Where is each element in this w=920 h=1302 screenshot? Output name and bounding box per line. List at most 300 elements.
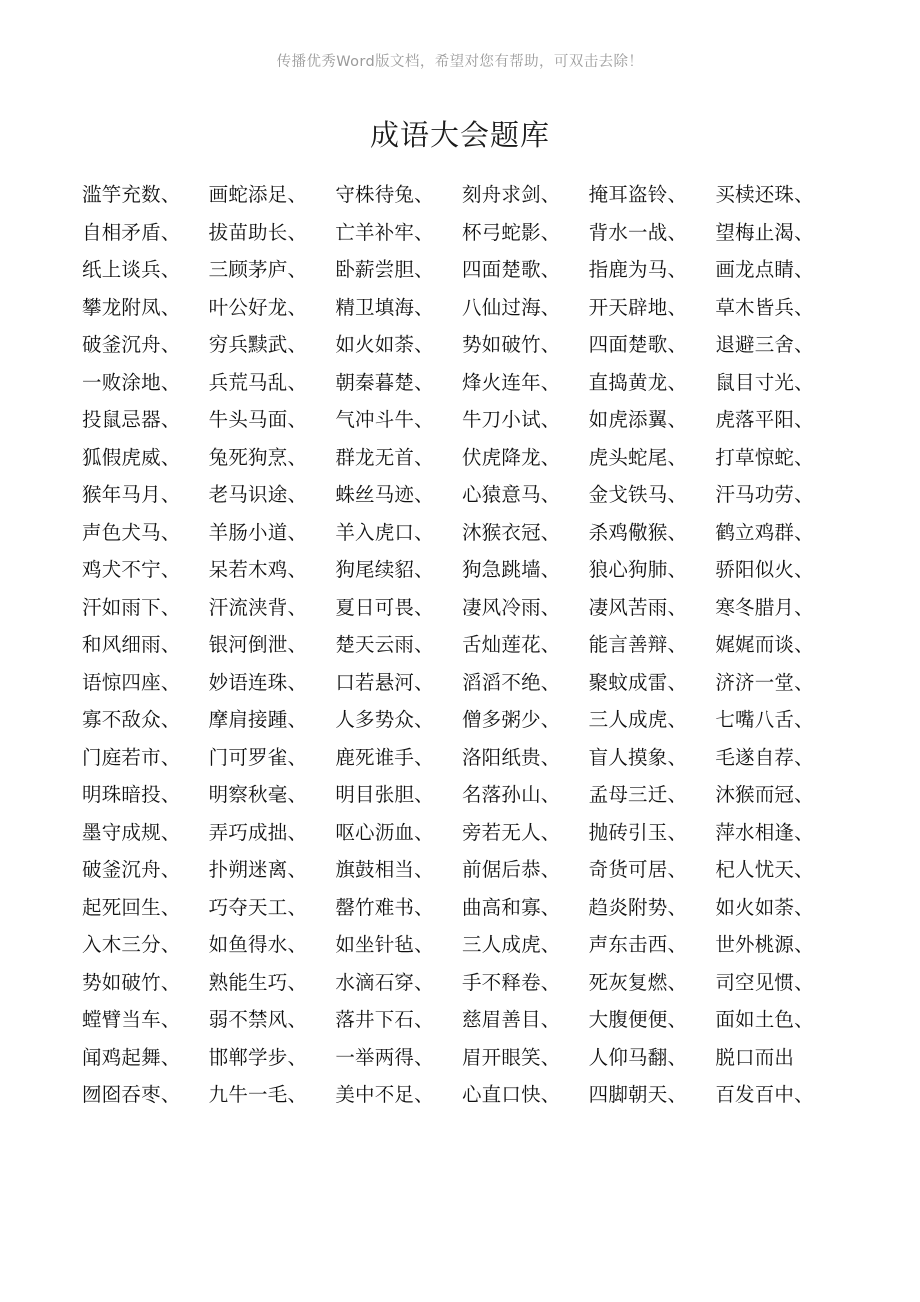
- idiom-separator: 、: [287, 258, 308, 281]
- idiom-separator: 、: [794, 933, 814, 956]
- idiom-item: [335, 851, 462, 889]
- idiom-separator: 、: [414, 933, 434, 956]
- idiom-item: [335, 1001, 462, 1039]
- idiom-text: 买椟还珠: [715, 183, 795, 206]
- idiom-text: 老马识途: [208, 483, 288, 506]
- idiom-text: 纸上谈兵: [82, 258, 161, 281]
- idiom-item: [209, 851, 336, 889]
- idiom-separator: 、: [414, 858, 434, 881]
- idiom-item: [82, 551, 209, 589]
- idiom-separator: 、: [414, 895, 434, 919]
- idiom-text: 画龙点睛: [715, 258, 795, 281]
- idiom-text: 破釜沉舟: [82, 858, 161, 881]
- idiom-text: 三人成虎: [588, 708, 668, 731]
- idiom-separator: 、: [667, 220, 688, 244]
- idiom-item: [82, 326, 209, 364]
- idiom-text: 和风细雨: [82, 633, 161, 656]
- idiom-text: 汗如雨下: [82, 595, 161, 619]
- idiom-item: [82, 176, 209, 214]
- idiom-text: 七嘴八舌: [715, 708, 795, 731]
- idiom-separator: 、: [667, 745, 688, 769]
- idiom-item: [715, 251, 842, 289]
- idiom-item: [335, 476, 462, 514]
- idiom-item: [589, 926, 716, 964]
- idiom-separator: 、: [414, 633, 434, 656]
- idiom-text: 盲人摸象: [588, 745, 668, 769]
- idiom-item: [462, 701, 589, 739]
- idiom-item: [335, 776, 462, 814]
- idiom-item: [209, 964, 336, 1002]
- idiom-text: 烽火连年: [461, 370, 541, 394]
- idiom-item: [462, 551, 589, 589]
- idiom-separator: 、: [667, 783, 688, 806]
- idiom-item: [82, 926, 209, 964]
- idiom-item: [82, 739, 209, 777]
- idiom-separator: 、: [287, 1083, 308, 1106]
- idiom-text: 掩耳盗铃: [588, 183, 668, 206]
- idiom-text: 猴年马月: [82, 483, 161, 506]
- idiom-item: [335, 1076, 462, 1114]
- idiom-text: 毛遂自荐: [715, 745, 795, 769]
- idiom-item: [589, 364, 716, 402]
- idiom-text: 朝秦暮楚: [335, 370, 415, 394]
- idiom-text: 摩肩接踵: [208, 708, 288, 731]
- idiom-text: 狼心狗肺: [588, 558, 668, 581]
- idiom-separator: 、: [160, 670, 181, 694]
- idiom-item: [209, 889, 336, 927]
- idiom-item: [82, 476, 209, 514]
- idiom-item: [715, 439, 842, 477]
- idiom-text: 邯郸学步: [208, 1045, 288, 1069]
- idiom-item: [715, 1039, 842, 1077]
- idiom-item: [335, 514, 462, 552]
- idiom-item: [335, 589, 462, 627]
- idiom-separator: 、: [414, 558, 434, 581]
- idiom-item: [209, 1076, 336, 1114]
- idiom-text: 世外桃源: [715, 933, 795, 956]
- idiom-text: 汗马功劳: [715, 483, 795, 506]
- idiom-text: 抛砖引玉: [588, 820, 668, 844]
- idiom-text: 罄竹难书: [335, 895, 415, 919]
- idiom-separator: 、: [160, 445, 181, 469]
- idiom-item: [589, 664, 716, 702]
- idiom-text: 一举两得: [335, 1045, 415, 1069]
- idiom-separator: 、: [414, 295, 434, 319]
- idiom-separator: 、: [287, 370, 308, 394]
- idiom-item: [589, 214, 716, 252]
- idiom-separator: 、: [287, 558, 308, 581]
- idiom-separator: 、: [794, 408, 814, 431]
- idiom-separator: 、: [667, 1045, 688, 1069]
- idiom-text: 旗鼓相当: [335, 858, 415, 881]
- idiom-item: [209, 664, 336, 702]
- idiom-item: [209, 251, 336, 289]
- idiom-separator: 、: [160, 970, 181, 994]
- idiom-item: [589, 176, 716, 214]
- idiom-text: 鼠目寸光: [715, 370, 795, 394]
- idiom-text: 狗急跳墙: [461, 558, 541, 581]
- idiom-item: [462, 1039, 589, 1077]
- idiom-text: 美中不足: [335, 1083, 415, 1106]
- idiom-item: [82, 1076, 209, 1114]
- idiom-text: 三人成虎: [461, 933, 541, 956]
- idiom-text: 杯弓蛇影: [461, 220, 541, 244]
- idiom-separator: 、: [160, 820, 181, 844]
- idiom-item: [335, 626, 462, 664]
- idiom-text: 僧多粥少: [461, 708, 541, 731]
- idiom-separator: 、: [287, 858, 308, 881]
- idiom-item: [715, 776, 842, 814]
- idiom-item: [209, 214, 336, 252]
- idiom-separator: 、: [794, 520, 814, 544]
- idiom-text: 门可罗雀: [208, 745, 288, 769]
- idiom-separator: 、: [287, 595, 308, 619]
- idiom-item: [462, 289, 589, 327]
- idiom-separator: 、: [160, 895, 181, 919]
- idiom-item: [335, 964, 462, 1002]
- idiom-text: 气冲斗牛: [335, 408, 415, 431]
- idiom-separator: 、: [414, 595, 434, 619]
- idiom-text: 水滴石穿: [335, 970, 415, 994]
- idiom-separator: 、: [667, 295, 688, 319]
- idiom-separator: 、: [540, 820, 561, 844]
- idiom-item: [462, 626, 589, 664]
- idiom-text: 打草惊蛇: [715, 445, 795, 469]
- idiom-text: 旁若无人: [461, 820, 541, 844]
- idiom-separator: 、: [540, 1008, 561, 1031]
- idiom-text: 攀龙附凤: [82, 295, 161, 319]
- idiom-separator: 、: [794, 670, 814, 694]
- idiom-text: 萍水相逢: [715, 820, 795, 844]
- idiom-item: [335, 889, 462, 927]
- idiom-text: 螳臂当车: [82, 1008, 161, 1031]
- idiom-text: 破釜沉舟: [82, 333, 161, 356]
- idiom-item: [82, 814, 209, 852]
- idiom-separator: 、: [287, 295, 308, 319]
- idiom-text: 如火如荼: [335, 333, 415, 356]
- idiom-text: 一败涂地: [82, 370, 161, 394]
- idiom-item: [462, 401, 589, 439]
- idiom-item: [462, 589, 589, 627]
- idiom-separator: 、: [794, 708, 814, 731]
- idiom-text: 伏虎降龙: [461, 445, 541, 469]
- idiom-item: [209, 626, 336, 664]
- idiom-text: 刻舟求剑: [461, 183, 541, 206]
- idiom-item: [715, 551, 842, 589]
- idiom-separator: 、: [160, 520, 181, 544]
- idiom-item: [82, 701, 209, 739]
- idiom-separator: 、: [794, 633, 814, 656]
- idiom-separator: 、: [287, 633, 308, 656]
- idiom-text: 聚蚊成雷: [588, 670, 668, 694]
- idiom-item: [82, 364, 209, 402]
- idiom-item: [589, 326, 716, 364]
- idiom-text: 自相矛盾: [82, 220, 161, 244]
- idiom-item: [462, 664, 589, 702]
- idiom-item: [82, 251, 209, 289]
- idiom-text: 兵荒马乱: [208, 370, 288, 394]
- idiom-separator: 、: [540, 370, 561, 394]
- watermark-text: 传播优秀Word版文档，希望对您有帮助，可双击去除！: [276, 54, 644, 70]
- idiom-item: [715, 1076, 842, 1114]
- idiom-separator: 、: [287, 1008, 308, 1031]
- idiom-text: 四脚朝天: [588, 1083, 668, 1106]
- idiom-text: 叶公好龙: [208, 295, 288, 319]
- idiom-text: 扑朔迷离: [208, 858, 288, 881]
- idiom-text: 狐假虎威: [82, 445, 161, 469]
- idiom-separator: 、: [794, 820, 814, 844]
- idiom-separator: 、: [160, 408, 181, 431]
- idiom-item: [462, 251, 589, 289]
- idiom-text: 如坐针毡: [335, 933, 415, 956]
- idiom-item: [82, 589, 209, 627]
- idiom-item: [715, 701, 842, 739]
- idiom-separator: 、: [160, 220, 181, 244]
- idiom-separator: 、: [160, 483, 181, 506]
- idiom-item: [209, 1039, 336, 1077]
- idiom-text: 滔滔不绝: [461, 670, 541, 694]
- idiom-separator: 、: [667, 633, 688, 656]
- idiom-separator: 、: [794, 1083, 814, 1106]
- idiom-item: [715, 364, 842, 402]
- idiom-item: [209, 589, 336, 627]
- idiom-separator: 、: [287, 670, 308, 694]
- idiom-item: [589, 551, 716, 589]
- idiom-item: [335, 551, 462, 589]
- idiom-item: [82, 401, 209, 439]
- idiom-separator: 、: [160, 595, 181, 619]
- idiom-text: 八仙过海: [461, 295, 541, 319]
- idiom-item: [715, 589, 842, 627]
- idiom-text: 拔苗助长: [208, 220, 288, 244]
- idiom-separator: 、: [540, 708, 561, 731]
- idiom-separator: 、: [414, 370, 434, 394]
- idiom-text: 洛阳纸贵: [461, 745, 541, 769]
- idiom-text: 退避三舍: [715, 333, 795, 356]
- idiom-separator: 、: [540, 183, 561, 206]
- idiom-text: 滥竽充数: [82, 183, 161, 206]
- idiom-separator: 、: [160, 1045, 181, 1069]
- idiom-text: 夏日可畏: [335, 595, 415, 619]
- idiom-text: 眉开眼笑: [461, 1045, 541, 1069]
- idiom-separator: 、: [667, 520, 688, 544]
- idiom-separator: 、: [794, 558, 814, 581]
- idiom-text: 杀鸡儆猴: [588, 520, 668, 544]
- idiom-text: 守株待兔: [335, 183, 415, 206]
- idiom-item: [589, 401, 716, 439]
- idiom-separator: 、: [287, 895, 308, 919]
- idiom-item: [589, 439, 716, 477]
- idiom-item: [82, 889, 209, 927]
- idiom-separator: 、: [667, 1008, 688, 1031]
- idiom-separator: 、: [540, 1083, 561, 1106]
- idiom-item: [209, 364, 336, 402]
- idiom-text: 奇货可居: [588, 858, 668, 881]
- idiom-text: 妙语连珠: [208, 670, 288, 694]
- idiom-separator: 、: [540, 483, 561, 506]
- idiom-item: [589, 589, 716, 627]
- idiom-separator: 、: [160, 183, 181, 206]
- idiom-separator: 、: [794, 895, 814, 919]
- idiom-text: 弄巧成拙: [208, 820, 288, 844]
- idiom-item: [209, 176, 336, 214]
- idiom-text: 囫囵吞枣: [82, 1083, 161, 1106]
- idiom-separator: 、: [160, 783, 181, 806]
- idiom-text: 大腹便便: [588, 1008, 668, 1031]
- idiom-text: 银河倒泄: [208, 633, 288, 656]
- idiom-item: [589, 776, 716, 814]
- idiom-separator: 、: [160, 295, 181, 319]
- idiom-item: [589, 1001, 716, 1039]
- idiom-text: 娓娓而谈: [715, 633, 795, 656]
- idiom-item: [589, 626, 716, 664]
- idiom-separator: 、: [540, 295, 561, 319]
- idiom-separator: 、: [414, 483, 434, 506]
- idiom-separator: 、: [794, 595, 814, 619]
- idiom-item: [462, 214, 589, 252]
- idiom-separator: 、: [794, 183, 814, 206]
- idiom-item: [462, 1076, 589, 1114]
- idiom-item: [589, 514, 716, 552]
- idiom-separator: 、: [540, 1045, 561, 1069]
- idiom-item: [462, 776, 589, 814]
- idiom-text: 势如破竹: [82, 970, 161, 994]
- idiom-separator: 、: [287, 333, 308, 356]
- idiom-item: [82, 439, 209, 477]
- idiom-text: 杞人忧天: [715, 858, 795, 881]
- idiom-separator: 、: [667, 670, 688, 694]
- idiom-separator: 、: [160, 745, 181, 769]
- idiom-item: [462, 926, 589, 964]
- idiom-item: [335, 289, 462, 327]
- idiom-separator: 、: [794, 220, 814, 244]
- idiom-separator: 、: [414, 670, 434, 694]
- idiom-separator: 、: [160, 370, 181, 394]
- idiom-separator: 、: [160, 258, 181, 281]
- idiom-item: [209, 401, 336, 439]
- idiom-separator: 、: [160, 633, 181, 656]
- idiom-text: 寒冬腊月: [715, 595, 795, 619]
- idiom-text: 心直口快: [461, 1083, 541, 1106]
- idiom-text: 人多势众: [335, 708, 415, 731]
- idiom-separator: 、: [794, 970, 814, 994]
- idiom-item: [209, 551, 336, 589]
- idiom-item: [462, 739, 589, 777]
- idiom-separator: 、: [540, 858, 561, 881]
- idiom-item: [589, 889, 716, 927]
- idiom-item: [589, 814, 716, 852]
- idiom-item: [335, 664, 462, 702]
- idiom-text: 明珠暗投: [82, 783, 161, 806]
- idiom-text: 亡羊补牢: [335, 220, 415, 244]
- idiom-item: [715, 326, 842, 364]
- idiom-item: [82, 664, 209, 702]
- idiom-text: 如虎添翼: [588, 408, 668, 431]
- idiom-item: [462, 364, 589, 402]
- idiom-text: 巧夺天工: [208, 895, 288, 919]
- idiom-text: 声东击西: [588, 933, 668, 956]
- idiom-text: 背水一战: [588, 220, 668, 244]
- idiom-separator: 、: [287, 408, 308, 431]
- idiom-separator: 、: [540, 595, 561, 619]
- idiom-text: 慈眉善目: [461, 1008, 541, 1031]
- idiom-item: [715, 814, 842, 852]
- idiom-separator: 、: [667, 183, 688, 206]
- idiom-item: [209, 326, 336, 364]
- idiom-separator: 、: [667, 858, 688, 881]
- idiom-text: 骄阳似火: [715, 558, 795, 581]
- idiom-text: 沐猴而冠: [715, 783, 795, 806]
- idiom-item: [715, 664, 842, 702]
- idiom-item: [209, 701, 336, 739]
- idiom-separator: 、: [287, 708, 308, 731]
- idiom-text: 楚天云雨: [335, 633, 415, 656]
- idiom-text: 入木三分: [82, 933, 161, 956]
- idiom-item: [462, 814, 589, 852]
- idiom-text: 明目张胆: [335, 783, 415, 806]
- idiom-separator: 、: [540, 633, 561, 656]
- idiom-text: 口若悬河: [335, 670, 415, 694]
- idiom-text: 指鹿为马: [588, 258, 668, 281]
- idiom-item: [209, 814, 336, 852]
- idiom-separator: 、: [414, 258, 434, 281]
- idiom-separator: 、: [667, 445, 688, 469]
- idiom-item: [715, 739, 842, 777]
- idiom-separator: 、: [667, 708, 688, 731]
- idiom-text: 济济一堂: [715, 670, 795, 694]
- idiom-text: 鹿死谁手: [335, 745, 415, 769]
- idiom-text: 羊入虎口: [335, 520, 415, 544]
- idiom-item: [82, 964, 209, 1002]
- idiom-text: 牛刀小试: [461, 408, 541, 431]
- idiom-item: [335, 251, 462, 289]
- idiom-separator: 、: [540, 895, 561, 919]
- idiom-separator: 、: [287, 483, 308, 506]
- idiom-separator: 、: [667, 933, 688, 956]
- idiom-separator: 、: [414, 1008, 434, 1031]
- idiom-separator: 、: [540, 445, 561, 469]
- idiom-text: 直捣黄龙: [588, 370, 668, 394]
- idiom-item: [209, 926, 336, 964]
- idiom-item: [82, 289, 209, 327]
- idiom-item: [589, 476, 716, 514]
- idiom-text: 人仰马翻: [588, 1045, 668, 1069]
- idiom-item: [589, 701, 716, 739]
- idiom-item: [715, 926, 842, 964]
- idiom-item: [589, 851, 716, 889]
- idiom-item: [209, 776, 336, 814]
- idiom-item: [82, 1001, 209, 1039]
- idiom-separator: 、: [667, 895, 688, 919]
- idiom-text: 舌灿莲花: [461, 633, 541, 656]
- idiom-item: [462, 851, 589, 889]
- idiom-text: 脱口而出: [715, 1045, 795, 1069]
- idiom-separator: 、: [287, 783, 308, 806]
- idiom-item: [335, 401, 462, 439]
- idiom-separator: 、: [667, 558, 688, 581]
- idiom-text: 虎头蛇尾: [588, 445, 668, 469]
- idiom-text: 狗尾续貂: [335, 558, 415, 581]
- idiom-item: [462, 439, 589, 477]
- idiom-separator: 、: [414, 1083, 434, 1106]
- idiom-separator: 、: [667, 370, 688, 394]
- idiom-text: 寡不敌众: [82, 708, 161, 731]
- idiom-text: 闻鸡起舞: [82, 1045, 161, 1069]
- idiom-separator: 、: [414, 708, 434, 731]
- idiom-text: 牛头马面: [208, 408, 288, 431]
- idiom-separator: 、: [794, 370, 814, 394]
- idiom-item: [209, 439, 336, 477]
